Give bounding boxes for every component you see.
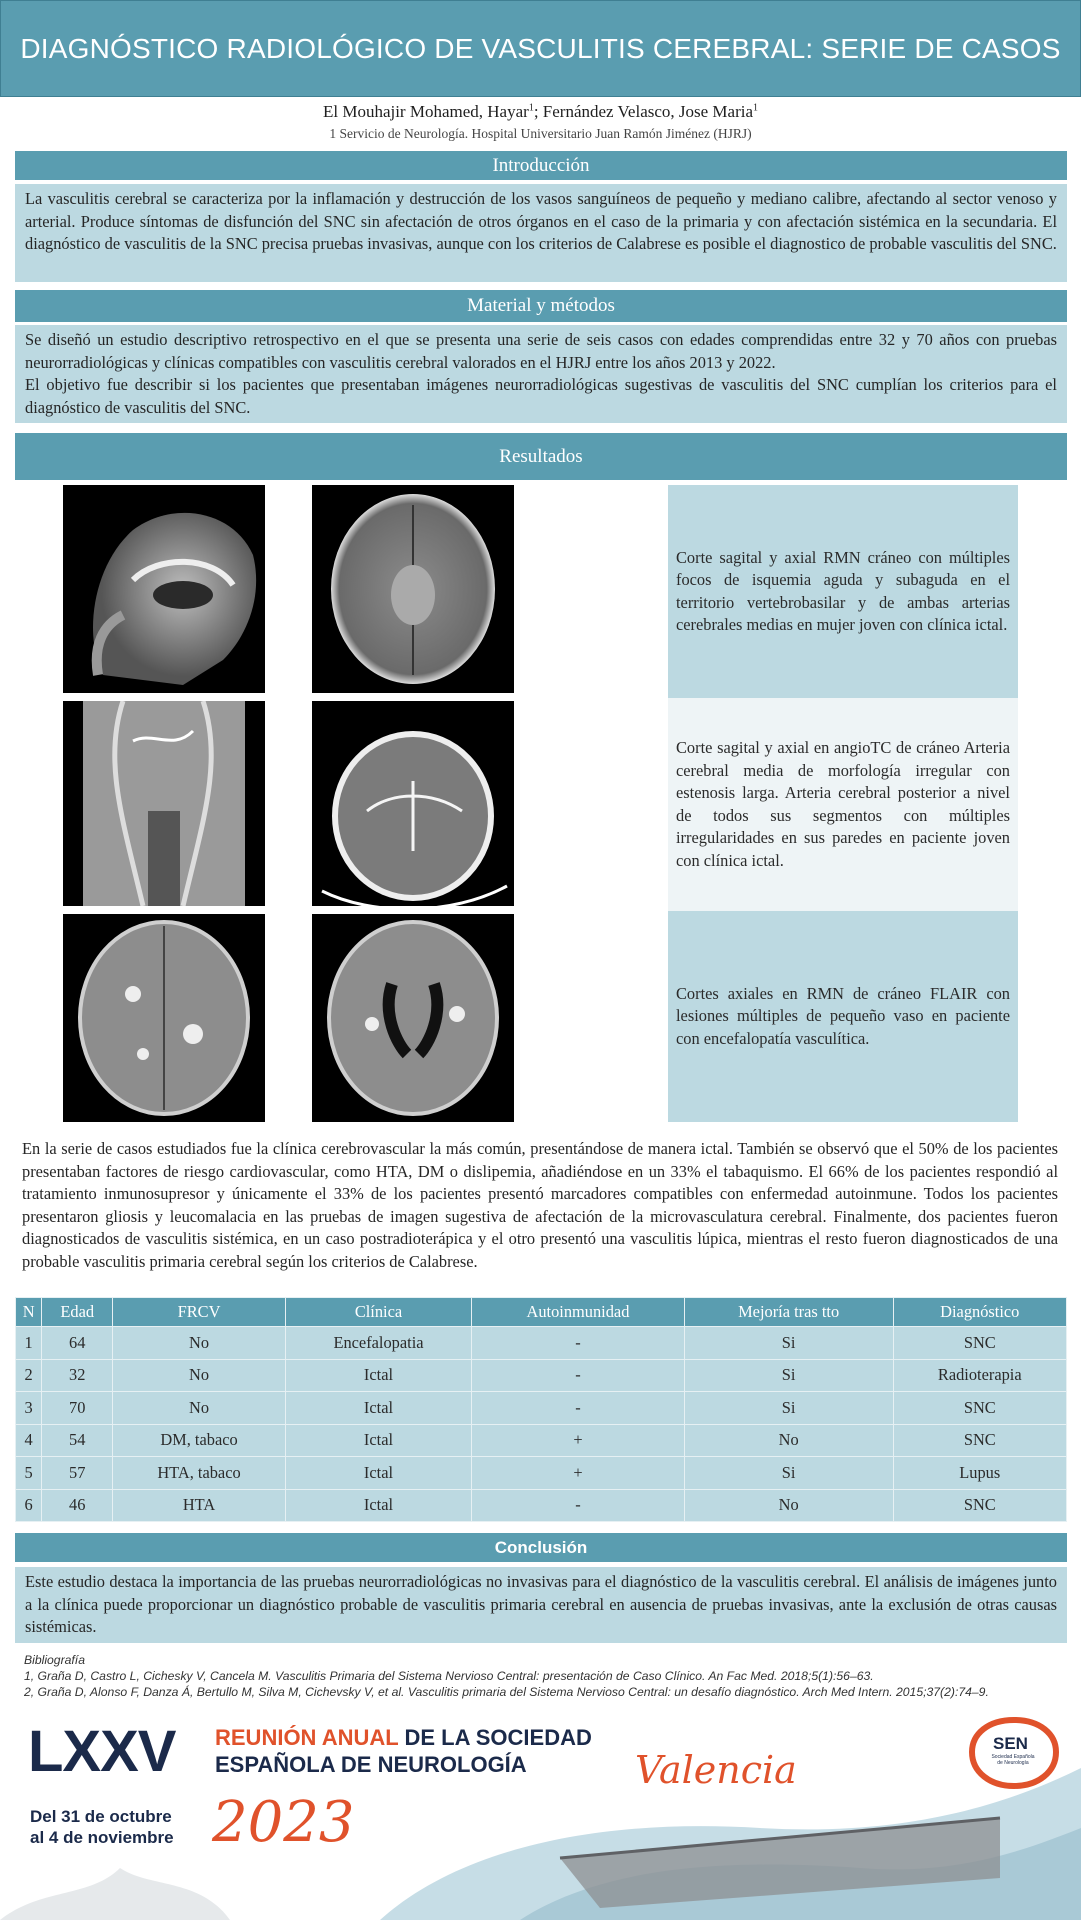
table-cell: Si — [684, 1392, 893, 1425]
congress-footer-banner — [0, 1708, 1081, 1920]
author-1: El Mouhajir Mohamed, Hayar — [322, 102, 529, 121]
table-cell: 5 — [16, 1457, 42, 1490]
table-cell: - — [472, 1359, 685, 1392]
angio-ct-axial-image — [312, 701, 514, 906]
methods-text — [15, 325, 1067, 423]
table-cell: 54 — [42, 1424, 113, 1457]
congress-number: LXXV — [28, 1719, 176, 1784]
bibliography-heading: Bibliografía — [24, 1653, 85, 1667]
table-header-row — [16, 1298, 1067, 1327]
table-cell: HTA, tabaco — [113, 1457, 286, 1490]
conclusion-text: Este estudio destaca la importancia de las pruebas neurorradiológicas no invasivas para el diagnóstico de la vasculitis cerebral. El análisis de imágenes junto a la clínica puede proporcionar un diagnóstico probable de vasculitis primaria cerebral en ausencia de pruebas invasivas, ante la exclusión de otras causas sistémicas. — [15, 1567, 1067, 1643]
congress-year: 2023 — [212, 1790, 355, 1855]
table-row — [16, 1489, 1067, 1522]
angio-ct-sagittal-image — [63, 701, 265, 906]
methods-text-p1: Se diseñó un estudio descriptivo retrospectivo en el que se presenta una serie de seis casos con edades comprendidas entre 32 y 70 años con pruebas neurorradiológicas y clínicas compatibles con vasculitis cerebral valorados en el HJRJ entre los años 2013 y 2022. — [25, 330, 1057, 372]
congress-name-rest: DE LA SOCIEDAD — [398, 1725, 592, 1750]
table-cell: - — [472, 1392, 685, 1425]
col-header-frcv: FRCV — [113, 1298, 286, 1327]
table-cell: Si — [684, 1457, 893, 1490]
poster-title: DIAGNÓSTICO RADIOLÓGICO DE VASCULITIS CEREBRAL: SERIE DE CASOS — [20, 32, 1061, 64]
table-row — [16, 1392, 1067, 1425]
caption-row-2: Corte sagital y axial en angioTC de cráneo Arteria cerebral media de morfología irregular con estenosis larga. Arteria cerebral posterior a nivel de todos sus segmentos con múltiples irregularidades en sus paredes en paciente joven con clínica ictal. — [668, 698, 1018, 911]
table-cell: + — [472, 1457, 685, 1490]
mri-sagittal-image — [63, 485, 265, 693]
intro-heading: Introducción — [15, 151, 1067, 180]
methods-text-p2: El objetivo fue describir si los pacientes que presentaban imágenes neurorradiológicas sugestivas de vasculitis del SNC cumplían los criterios para el diagnóstico de vasculitis del SNC. — [25, 375, 1057, 417]
flair-axial-image-2 — [312, 914, 514, 1122]
table-cell: 2 — [16, 1359, 42, 1392]
col-header-mejoria: Mejoría tras tto — [684, 1298, 893, 1327]
table-cell: - — [472, 1489, 685, 1522]
table-cell: Lupus — [893, 1457, 1066, 1490]
congress-name-highlight: REUNIÓN ANUAL — [215, 1725, 399, 1750]
author-2-affil-sup: 1 — [753, 102, 759, 114]
table-cell: No — [113, 1359, 286, 1392]
mri-axial-image — [312, 485, 514, 693]
table-cell: Ictal — [285, 1359, 471, 1392]
bibliography-ref-1: 1, Graña D, Castro L, Cichesky V, Cancela M. Vasculitis Primaria del Sistema Nervioso Central: presentación de Caso Clínico. An Fac Med. 2018;5(1):56–63. — [24, 1669, 874, 1683]
table-cell: 4 — [16, 1424, 42, 1457]
authors — [0, 102, 1081, 122]
table-cell: 46 — [42, 1489, 113, 1522]
table-cell: 6 — [16, 1489, 42, 1522]
table-cell: 32 — [42, 1359, 113, 1392]
table-cell: Ictal — [285, 1457, 471, 1490]
congress-dates-line2: al 4 de noviembre — [30, 1828, 174, 1847]
caption-row-1: Corte sagital y axial RMN cráneo con múltiples focos de isquemia aguda y subaguda en el territorio vertebrobasilar y de ambas arterias cerebrales medias en mujer joven con clínica ictal. — [668, 485, 1018, 698]
results-heading: Resultados — [15, 433, 1067, 480]
col-header-clinica: Clínica — [285, 1298, 471, 1327]
table-cell: 64 — [42, 1327, 113, 1360]
table-row — [16, 1424, 1067, 1457]
table-cell: SNC — [893, 1392, 1066, 1425]
congress-city: Valencia — [635, 1748, 797, 1792]
col-header-autoinmunidad: Autoinmunidad — [472, 1298, 685, 1327]
table-cell: Si — [684, 1359, 893, 1392]
table-cell: 70 — [42, 1392, 113, 1425]
table-row — [16, 1359, 1067, 1392]
affiliation: 1 Servicio de Neurología. Hospital Universitario Juan Ramón Jiménez (HJRJ) — [329, 126, 752, 141]
congress-name — [215, 1724, 592, 1778]
table-cell: 3 — [16, 1392, 42, 1425]
table-cell: HTA — [113, 1489, 286, 1522]
table-cell: No — [113, 1327, 286, 1360]
table-cell: Ictal — [285, 1424, 471, 1457]
col-header-n: N — [16, 1298, 42, 1327]
table-row — [16, 1457, 1067, 1490]
bibliography-ref-2: 2, Graña D, Alonso F, Danza Á, Bertullo M, Silva M, Cichevsky V, et al. Vasculitis primaria del Sistema Nervioso Central: un desafío diagnóstico. Arch Med Intern. 2015;37(2):74–9. — [24, 1685, 989, 1699]
sen-logo-text: SEN — [993, 1734, 1028, 1753]
bibliography — [24, 1652, 1064, 1700]
table-cell: - — [472, 1327, 685, 1360]
table-cell: + — [472, 1424, 685, 1457]
table-cell: No — [684, 1489, 893, 1522]
congress-dates — [30, 1806, 174, 1848]
intro-text: La vasculitis cerebral se caracteriza por la inflamación y destrucción de los vasos sanguíneos de pequeño y mediano calibre, afectando al sector venoso y arterial. Produce síntomas de disfunción del SNC sin afectación de otros órganos en el caso de la primaria y con afectación sistémica en la secundaria. El diagnóstico de vasculitis de la SNC precisa pruebas invasivas, aunque con los criterios de Calabrese es posible el diagnostico de probable vasculitis del SNC. — [15, 184, 1067, 282]
conclusion-heading: Conclusión — [15, 1533, 1067, 1562]
table-cell: SNC — [893, 1327, 1066, 1360]
flair-axial-image-1 — [63, 914, 265, 1122]
author-1-affil-sup: 1 — [528, 102, 534, 114]
poster-title-bar — [0, 0, 1081, 97]
table-cell: SNC — [893, 1424, 1066, 1457]
table-cell: No — [113, 1392, 286, 1425]
methods-heading: Material y métodos — [15, 290, 1067, 322]
table-cell: 1 — [16, 1327, 42, 1360]
table-cell: SNC — [893, 1489, 1066, 1522]
results-text: En la serie de casos estudiados fue la clínica cerebrovascular la más común, presentándose de manera ictal. También se observó que el 50% de los pacientes presentaban factores de riesgo cardiovascular, como HTA, DM o dislipemia, añadiéndose en un 33% el tabaquismo. El 66% de los pacientes respondió al tratamiento inmunosupresor y únicamente el 33% de los pacientes presentó marcadores compatibles con enfermedad autoinmune. Todos los pacientes presentaron gliosis y leucomalacia en las pruebas de imagen sugestiva de afectación de la microvasculatura cerebral. Finalmente, dos pacientes fueron diagnosticados de vasculitis sistémica, en un caso postradioterápica y el otro presentó una vasculitis lúpica, mientras el resto fueron diagnosticados de una probable vasculitis primaria cerebral según los criterios de Calabrese. — [22, 1139, 1058, 1271]
table-cell: DM, tabaco — [113, 1424, 286, 1457]
table-cell: No — [684, 1424, 893, 1457]
table-cell: Ictal — [285, 1489, 471, 1522]
congress-name-line2: ESPAÑOLA DE NEUROLOGÍA — [215, 1752, 527, 1777]
table-cell: Ictal — [285, 1392, 471, 1425]
table-cell: Encefalopatia — [285, 1327, 471, 1360]
author-2: Fernández Velasco, Jose Maria — [542, 102, 754, 121]
table-cell: Si — [684, 1327, 893, 1360]
col-header-edad: Edad — [42, 1298, 113, 1327]
author-separator: ; — [533, 102, 543, 121]
table-row — [16, 1327, 1067, 1360]
sen-logo-subtext: Sociedad Española de Neurología — [991, 1754, 1035, 1766]
table-cell: Radioterapia — [893, 1359, 1066, 1392]
col-header-diagnostico: Diagnóstico — [893, 1298, 1066, 1327]
caption-row-3: Cortes axiales en RMN de cráneo FLAIR con lesiones múltiples de pequeño vaso en paciente con encefalopatía vasculítica. — [668, 911, 1018, 1122]
table-cell: 57 — [42, 1457, 113, 1490]
congress-dates-line1: Del 31 de octubre — [30, 1807, 172, 1826]
cases-table — [15, 1297, 1067, 1522]
